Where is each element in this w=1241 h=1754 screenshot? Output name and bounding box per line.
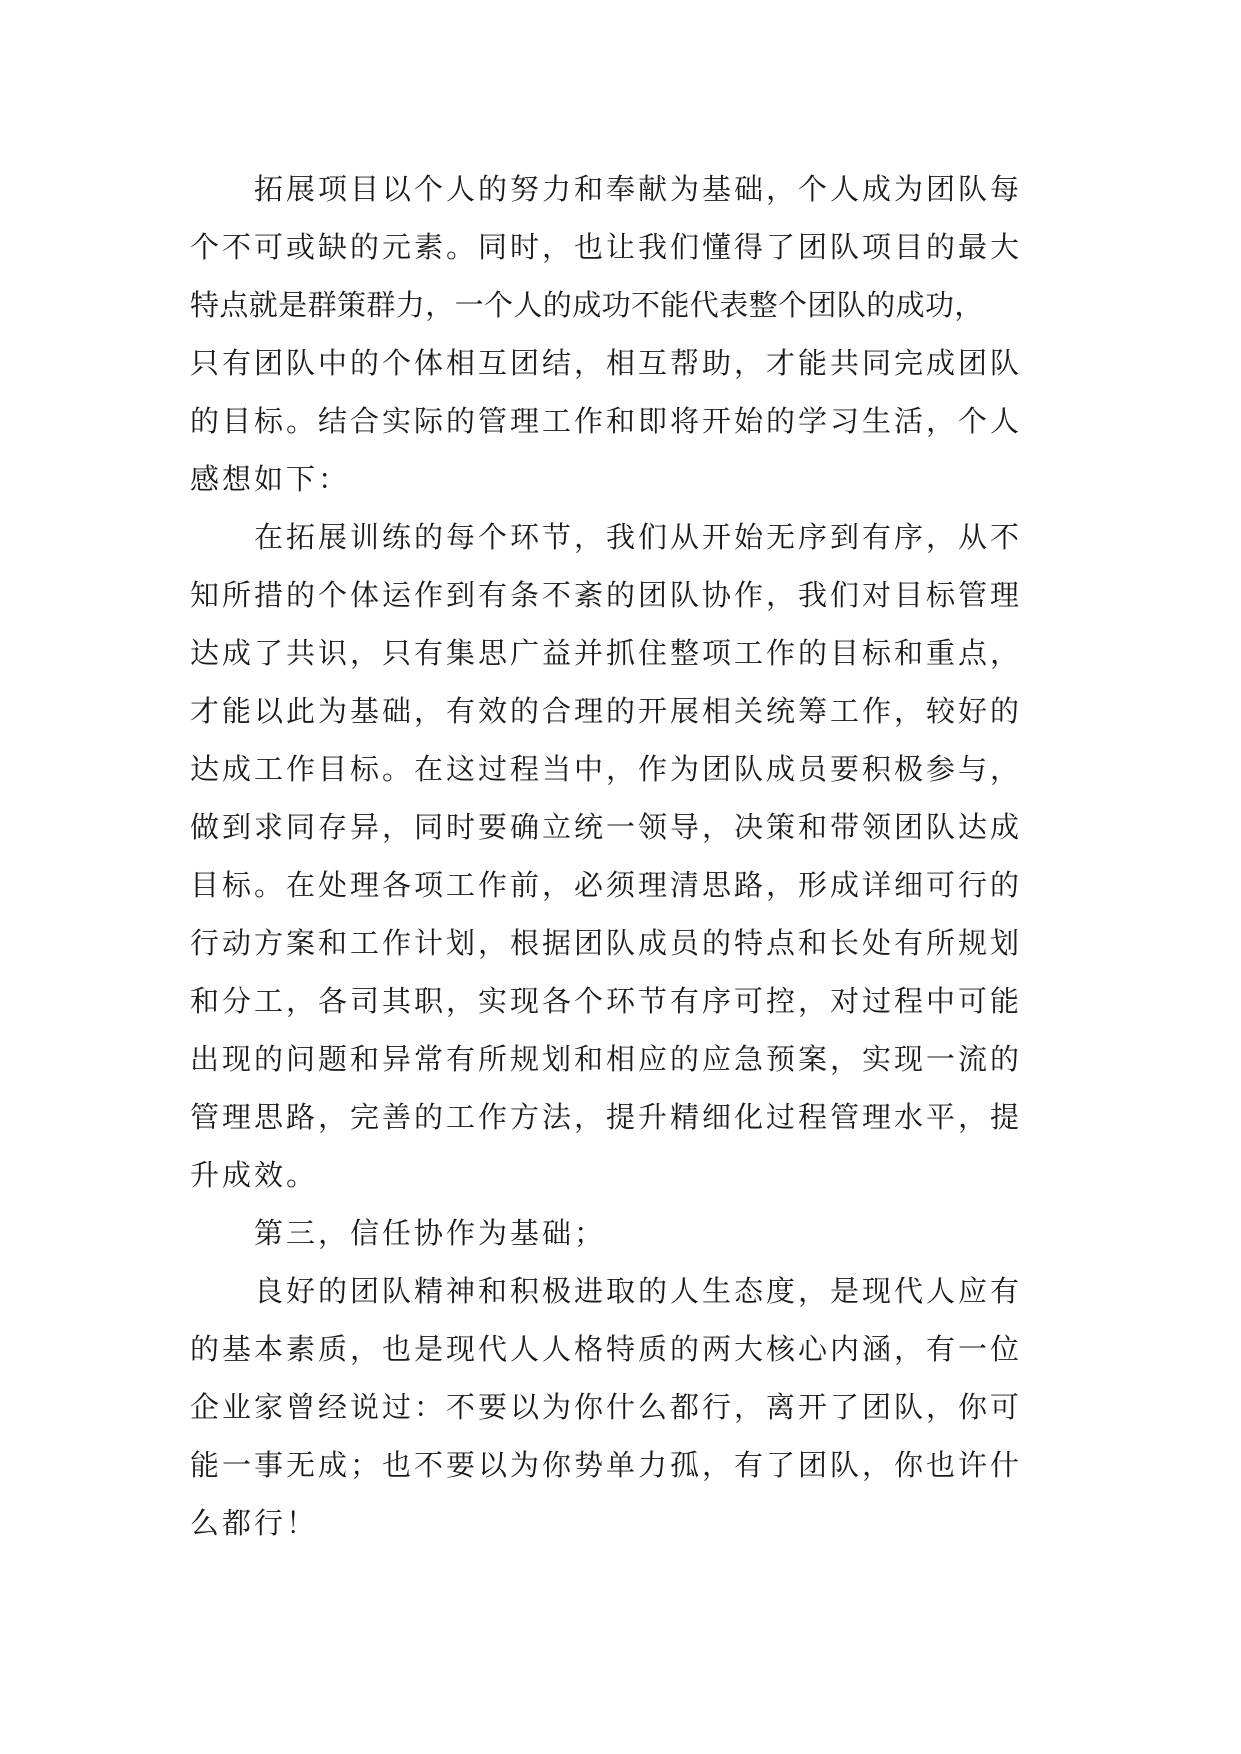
paragraph-2-line-5: 达成工作目标。在这过程当中，作为团队成员要积极参与， <box>190 752 1023 786</box>
paragraph-2-line-9: 和分工，各司其职，实现各个环节有序可控，对过程中可能 <box>190 984 1023 1018</box>
section-heading-3: 第三，信任协作为基础； <box>254 1216 607 1250</box>
paragraph-4-line-2: 的基本素质，也是现代人人格特质的两大核心内涵，有一位 <box>190 1332 1023 1366</box>
paragraph-1-line-5: 的目标。结合实际的管理工作和即将开始的学习生活，个人 <box>190 404 1023 438</box>
paragraph-1-line-2: 个不可或缺的元素。同时，也让我们懂得了团队项目的最大 <box>190 230 1023 264</box>
paragraph-2-line-1: 在拓展训练的每个环节，我们从开始无序到有序，从不 <box>254 520 1023 554</box>
paragraph-1-line-4: 只有团队中的个体相互团结，相互帮助，才能共同完成团队 <box>190 346 1023 380</box>
paragraph-1-line-3: 特点就是群策群力，一个人的成功不能代表整个团队的成功， <box>190 288 984 322</box>
paragraph-2-line-2: 知所措的个体运作到有条不紊的团队协作，我们对目标管理 <box>190 578 1023 612</box>
paragraph-2-line-4: 才能以此为基础，有效的合理的开展相关统筹工作，较好的 <box>190 694 1023 728</box>
body-text <box>190 160 1050 1552</box>
paragraph-2-line-12: 升成效。 <box>190 1158 319 1192</box>
paragraph-2-line-10: 出现的问题和异常有所规划和相应的应急预案，实现一流的 <box>190 1042 1023 1076</box>
paragraph-2-line-3: 达成了共识，只有集思广益并抓住整项工作的目标和重点， <box>190 636 1023 670</box>
paragraph-4-line-1: 良好的团队精神和积极进取的人生态度，是现代人应有 <box>254 1274 1023 1308</box>
paragraph-1-line-6: 感想如下： <box>190 462 351 496</box>
paragraph-4-line-4: 能一事无成；也不要以为你势单力孤，有了团队，你也许什 <box>190 1448 1023 1482</box>
paragraph-2-line-11: 管理思路，完善的工作方法，提升精细化过程管理水平，提 <box>190 1100 1023 1134</box>
paragraph-4-line-3: 企业家曾经说过：不要以为你什么都行，离开了团队，你可 <box>190 1390 1023 1424</box>
paragraph-1-line-1: 拓展项目以个人的努力和奉献为基础，个人成为团队每 <box>254 172 1023 206</box>
paragraph-4-line-5: 么都行！ <box>190 1506 319 1540</box>
paragraph-2-line-6: 做到求同存异，同时要确立统一领导，决策和带领团队达成 <box>190 810 1023 844</box>
paragraph-2-line-8: 行动方案和工作计划，根据团队成员的特点和长处有所规划 <box>190 926 1023 960</box>
paragraph-2-line-7: 目标。在处理各项工作前，必须理清思路，形成详细可行的 <box>190 868 1023 902</box>
